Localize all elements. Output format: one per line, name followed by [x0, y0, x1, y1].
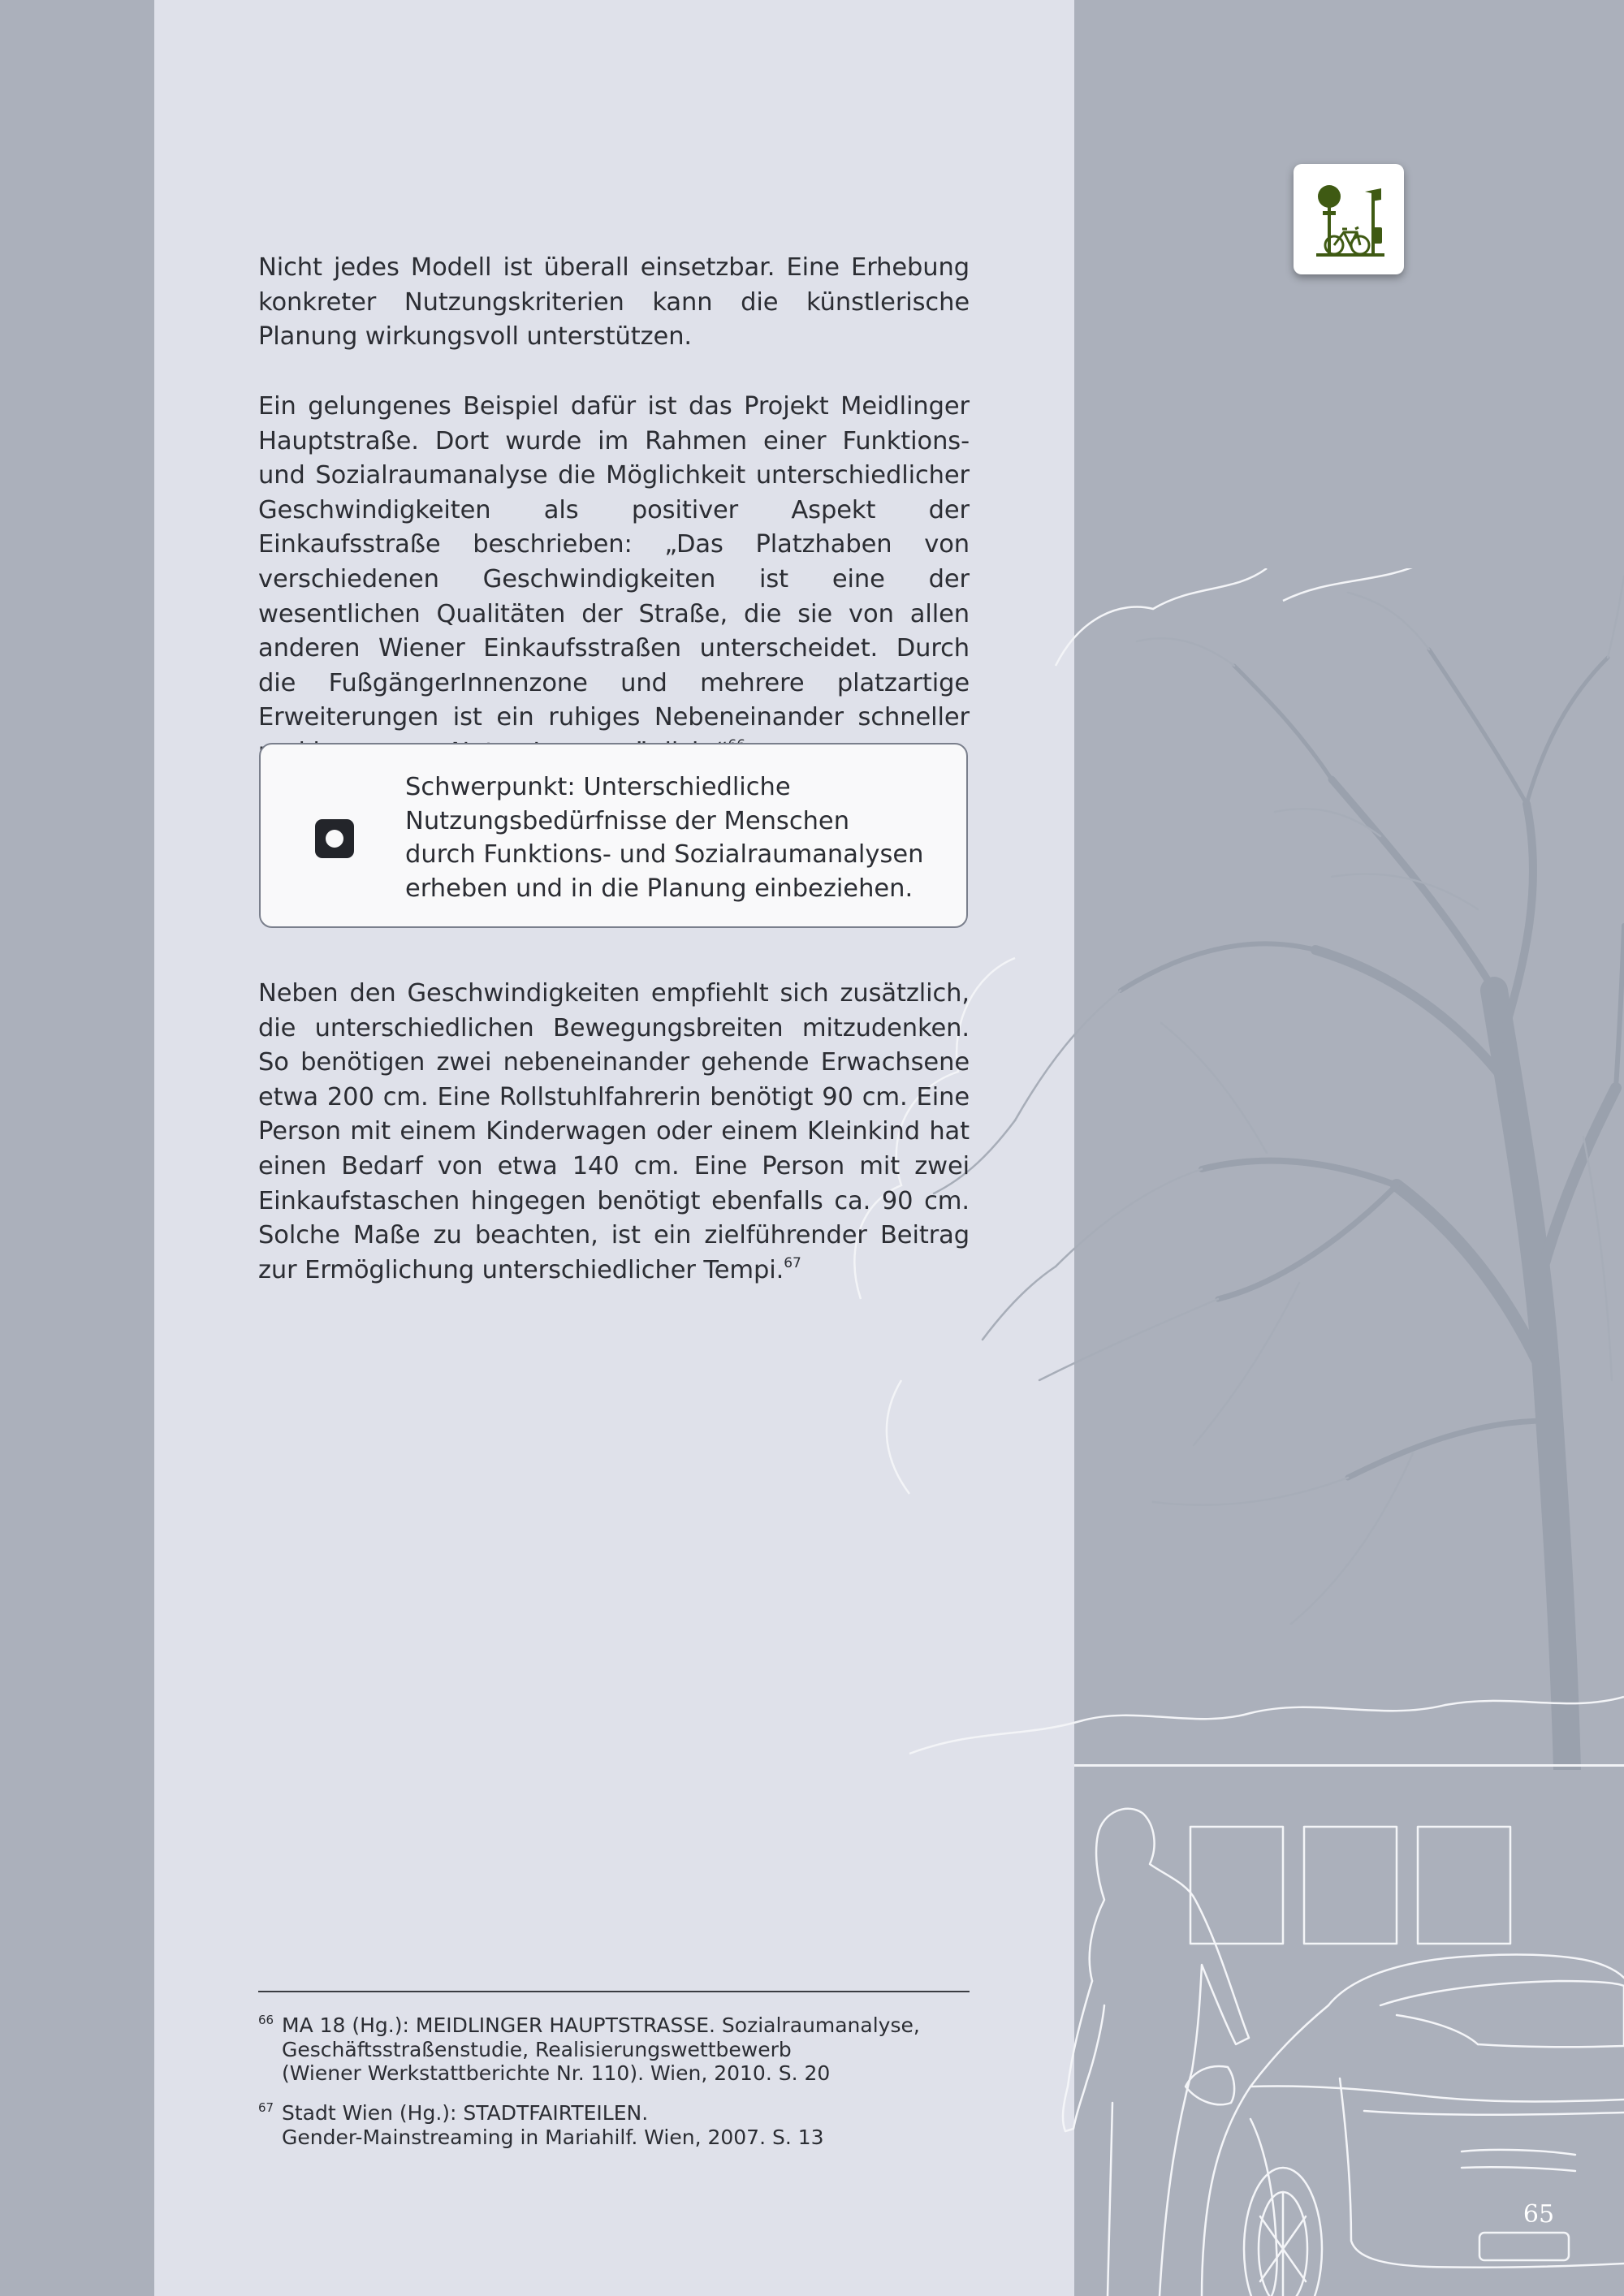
category-badge: [1294, 164, 1404, 274]
focus-callout: [259, 743, 968, 928]
footnote-line: Gender-Mainstreaming in Mariahilf. Wien, 2007. S. 13: [282, 2125, 824, 2149]
movement-widths-text: Neben den Geschwindigkeiten empfiehlt sich zusätzlich, die unterschiedlichen Bewegungsbreiten mitzudenken. So benötigen zwei nebeneinander gehende Erwachsene etwa 200 cm. Eine Rollstuhlfahrerin benötigt 90 cm. Eine Person mit einem Kinderwagen oder einem Kleinkind hat einen Bedarf von etwa 140 cm. Eine Person mit zwei Einkaufstaschen hingegen benötigt ebenfalls ca. 90 cm. Solche Maße zu beachten, ist ein zielführender Beitrag zur Ermöglichung unterschiedlicher Tempi.: [258, 979, 970, 1284]
footnote-number: 66: [258, 2013, 274, 2027]
street-furniture-bicycle-icon: [1294, 164, 1404, 274]
movement-widths-paragraph: [258, 977, 970, 1288]
footnote-ref-67: 67: [784, 1254, 801, 1271]
square-bullet-icon: [315, 819, 354, 858]
footnote-line: Geschäftsstraßenstudie, Realisierungswettbewerb: [282, 2037, 792, 2061]
focus-callout-text: Schwerpunkt: Unterschiedliche Nutzungsbedürfnisse der Menschen durch Funktions- und Sozialraumanalysen erheben und in die Planung einbeziehen.: [405, 773, 924, 903]
footnote-divider: [258, 1991, 970, 1992]
footnote-line: Stadt Wien (Hg.): STADTFAIRTEILEN.: [282, 2101, 649, 2125]
example-paragraph: [258, 390, 970, 770]
page-number: 65: [1522, 2200, 1555, 2229]
footnote-line: (Wiener Werkstattberichte Nr. 110). Wien, 2010. S. 20: [282, 2061, 831, 2085]
example-paragraph-text: Ein gelungenes Beispiel dafür ist das Projekt Meidlinger Hauptstraße. Dort wurde im Rahmen einer Funktions- und Sozialraumanalyse die Möglichkeit unterschiedlicher Geschwindigkeiten als positiver Aspekt der Einkaufsstraße beschrieben: „Das Platzhaben von verschiedenen Geschwindigkeiten ist eine der wesentlichen Qualitäten der Straße, die sie von allen anderen Wiener Einkaufsstraßen unterscheidet. Durch die FußgängerInnenzone und mehrere platzartige Erweiterungen ist ein ruhiges Nebeneinander schneller: [258, 392, 970, 732]
footnote-line: MA 18 (Hg.): MEIDLINGER HAUPTSTRASSE. Sozialraumanalyse,: [282, 2013, 920, 2037]
footnote-number: 67: [258, 2100, 274, 2115]
intro-paragraph: Nicht jedes Modell ist überall einsetzbar. Eine Erhebung konkreter Nutzungskriterien kann die künstlerische Planung wirkungsvoll unterstützen.: [258, 253, 970, 352]
